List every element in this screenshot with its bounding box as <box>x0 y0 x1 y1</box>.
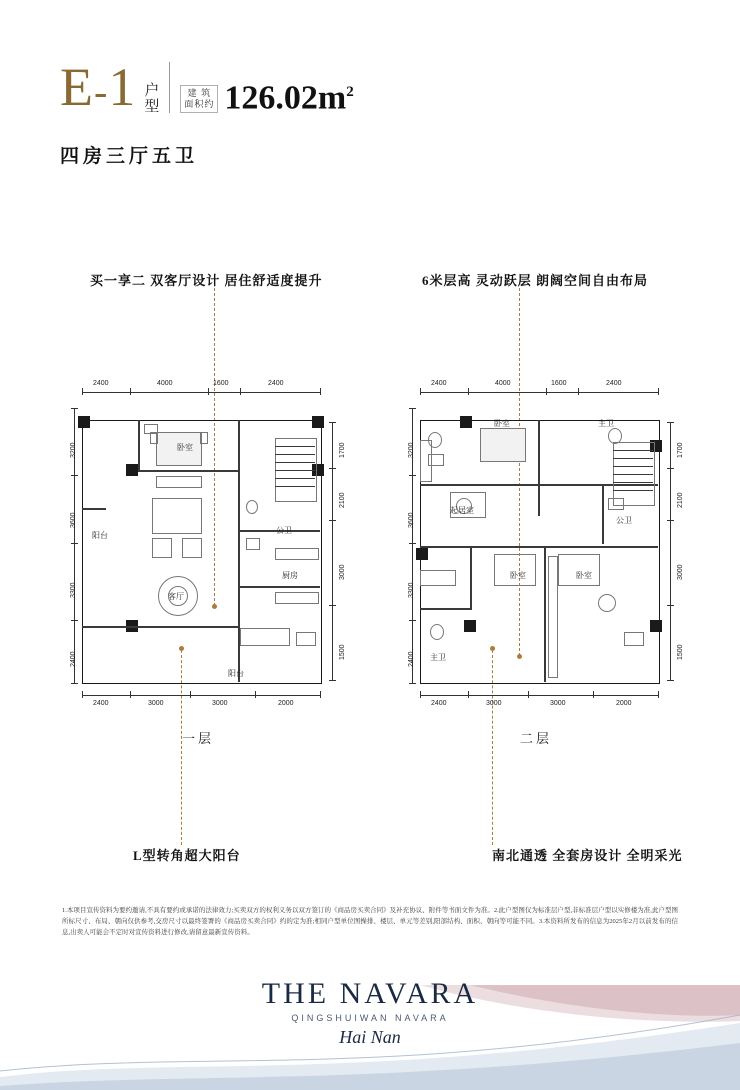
title-row <box>60 57 354 119</box>
page-header <box>60 57 354 168</box>
dim-top-2-l2: 4000 <box>495 380 511 387</box>
unit-code-number: 1 <box>108 57 137 117</box>
dim-top-1-l2: 2400 <box>431 380 447 387</box>
sofa-icon <box>152 498 202 534</box>
unit-type-char-2: 型 <box>144 99 160 115</box>
room-label-living-l1: 客厅 <box>168 592 184 601</box>
dim-bottom-2-l2: 3000 <box>486 700 502 707</box>
dim-right-line-l2 <box>670 422 671 680</box>
dim-right-2-l1: 2100 <box>339 492 346 508</box>
plan-caption-l2: 二层 <box>520 731 553 746</box>
wardrobe-icon-l2 <box>420 440 432 482</box>
dim-left-1-l2: 3200 <box>408 442 415 458</box>
sink-icon <box>246 538 260 550</box>
dim-right-4-l1: 1500 <box>339 644 346 660</box>
page-footer <box>0 955 740 1090</box>
floorplan-level-1 <box>60 380 360 750</box>
dim-bottom-2-l1: 3000 <box>148 700 164 707</box>
dim-right-line-l1 <box>332 422 333 680</box>
kitchen-counter-icon <box>275 548 319 560</box>
callout-bottom-left: L型转角超大阳台 <box>133 848 241 863</box>
dim-right-1-l2: 1700 <box>677 442 684 458</box>
dim-top-2-l1: 4000 <box>157 380 173 387</box>
unit-code <box>60 57 137 119</box>
ac-unit-icon <box>296 632 316 646</box>
tv-cabinet-icon <box>156 476 202 488</box>
dim-top-3-l1: 1600 <box>213 380 229 387</box>
dim-bottom-3-l2: 3000 <box>550 700 566 707</box>
dim-right-2-l2: 2100 <box>677 492 684 508</box>
dim-bottom-1-l1: 2400 <box>93 700 109 707</box>
dim-bottom-4-l2: 2000 <box>616 700 632 707</box>
toilet-icon-l2-b <box>608 428 622 444</box>
dim-top-line-l1 <box>82 392 320 393</box>
room-label-kitchen-l1: 厨房 <box>282 571 298 580</box>
area-unit-sup: 2 <box>346 83 354 100</box>
dim-top-line-l2 <box>420 392 658 393</box>
dim-left-1-l1: 3200 <box>70 442 77 458</box>
room-label-bedroom-l2-c: 卧室 <box>576 571 592 580</box>
room-label-balcony-l1-b: 阳台 <box>228 669 244 678</box>
title-divider <box>169 62 170 113</box>
dim-left-2-l2: 3600 <box>408 512 415 528</box>
room-label-bedroom-l1: 卧室 <box>177 443 193 452</box>
bed-icon-master-l2 <box>480 428 526 462</box>
callout-top-right: 6米层高 灵动跃层 朗阔空间自由布局 <box>422 273 649 288</box>
area-value-number: 126.02m <box>224 79 347 116</box>
unit-type-char-1: 户 <box>144 83 160 99</box>
dim-bottom-line-l1 <box>82 695 320 696</box>
room-label-balcony-l1-a: 阳台 <box>92 531 108 540</box>
room-label-public-bath-l2: 公卫 <box>616 516 632 525</box>
dim-bottom-3-l1: 3000 <box>212 700 228 707</box>
dim-top-3-l2: 1600 <box>551 380 567 387</box>
chair-icon-l2 <box>598 594 616 612</box>
dim-top-1-l1: 2400 <box>93 380 109 387</box>
area-label-line-2: 面积约 <box>184 99 215 109</box>
area-label <box>180 85 218 113</box>
dim-bottom-line-l2 <box>420 695 658 696</box>
room-label-bedroom-l2-a: 卧室 <box>494 419 510 428</box>
toilet-icon-l2-c <box>430 624 444 640</box>
toilet-icon <box>246 500 258 514</box>
room-label-master-bath-l2-b: 主卫 <box>430 653 446 662</box>
unit-type-label <box>144 83 159 115</box>
unit-code-dash: - <box>94 69 109 114</box>
stair-hatch-icon-l2 <box>420 570 456 586</box>
dim-left-3-l1: 3300 <box>70 582 77 598</box>
room-label-bedroom-l2-b: 卧室 <box>510 571 526 580</box>
dim-bottom-1-l2: 2400 <box>431 700 447 707</box>
corridor-icon-l2 <box>548 556 558 678</box>
brand-location: Hai Nan <box>339 1027 401 1047</box>
room-label-public-bath-l1: 公卫 <box>276 526 292 535</box>
brand-subtitle: QINGSHUIWAN NAVARA <box>291 1013 449 1023</box>
dim-left-3-l2: 3300 <box>408 582 415 598</box>
sink-icon-l2-b <box>608 498 624 510</box>
area-label-line-1: 建 筑 <box>187 88 212 98</box>
dim-left-2-l1: 3600 <box>70 512 77 528</box>
plan-caption-l1: 一层 <box>182 731 215 746</box>
room-count-subtitle: 四房三厅五卫 <box>60 146 199 167</box>
area-value <box>224 75 353 115</box>
dim-bottom-4-l1: 2000 <box>278 700 294 707</box>
dim-top-4-l2: 2400 <box>606 380 622 387</box>
brand-name: THE NAVARA <box>261 977 479 1010</box>
floorplan-level-2 <box>398 380 698 750</box>
dim-left-4-l2: 2400 <box>408 651 415 667</box>
callout-top-left: 买一享二 双客厅设计 居住舒适度提升 <box>90 273 323 288</box>
dim-left-4-l1: 2400 <box>70 651 77 667</box>
ac-unit-icon-l2 <box>624 632 644 646</box>
balcony-rail-icon <box>240 628 290 646</box>
dim-right-4-l2: 1500 <box>677 644 684 660</box>
room-label-sitting-l2: 起居室 <box>450 506 474 515</box>
dim-right-3-l2: 3000 <box>677 564 684 580</box>
dim-right-3-l1: 3000 <box>339 564 346 580</box>
callout-bottom-right: 南北通透 全套房设计 全明采光 <box>492 848 683 863</box>
dim-top-4-l1: 2400 <box>268 380 284 387</box>
legal-disclaimer: 1.本项目宣传资料为要约邀请,不具有要约或承诺的法律效力;买卖双方的权利义务以双方签订的《商品房买卖合同》及补充协议、附件等书面文件为准。2.此户型图仅为标准层户型,非标准层户型以实修楼为准,此户型图所标尺寸、布局、朝向仅供参考,交房尺寸以最终签署的《商品房买卖合同》约的定为准;相同户型单位图操排、楼层、单元等差别,阳部结构、面积、朝向等可能不同。3.本资料所发布的信息为2025年2月以前发布的信息,出卖人可能会不定时对宣传资料进行修改,请留意最新宣传资料。 <box>62 907 678 936</box>
unit-code-letter: E <box>60 57 94 117</box>
room-label-master-bath-l2-a: 主卫 <box>598 419 614 428</box>
dim-right-1-l1: 1700 <box>339 442 346 458</box>
